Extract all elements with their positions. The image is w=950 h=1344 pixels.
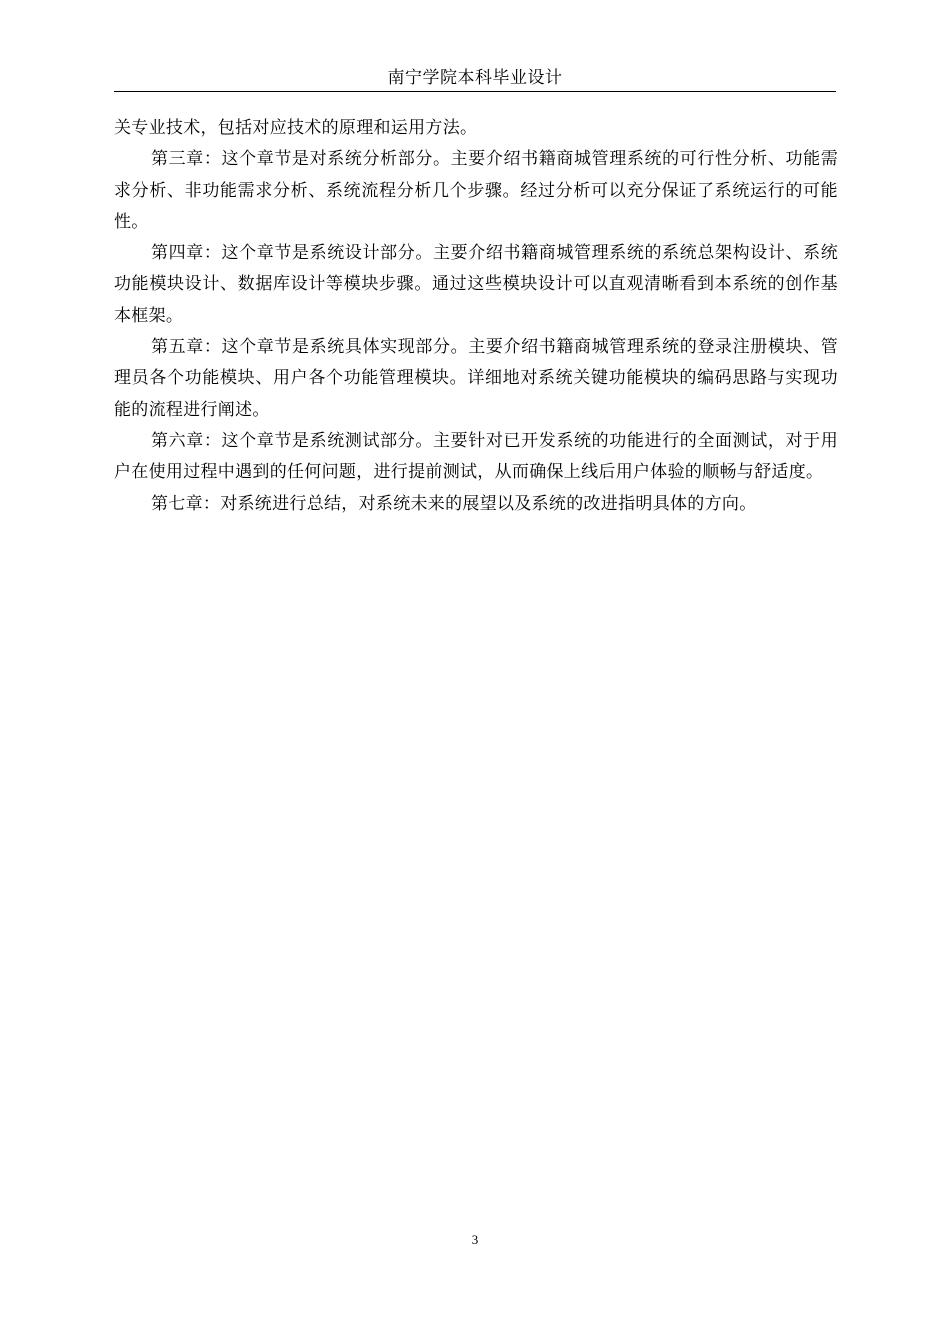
paragraph-chapter-5: 第五章：这个章节是系统具体实现部分。主要介绍书籍商城管理系统的登录注册模块、管理员各个功能模块、用户各个功能管理模块。详细地对系统关键功能模块的编码思路与实现功能的流程进行阐述。 [114, 337, 838, 420]
paragraph-chapter-7: 第七章：对系统进行总结，对系统未来的展望以及系统的改进指明具体的方向。 [151, 493, 757, 514]
header-divider [114, 91, 836, 92]
paragraph-chapter-6: 第六章：这个章节是系统测试部分。主要针对已开发系统的功能进行的全面测试，对于用户在使用过程中遇到的任何问题，进行提前测试，从而确保上线后用户体验的顺畅与舒适度。 [114, 430, 838, 483]
paragraph-chapter-4: 第四章：这个章节是系统设计部分。主要介绍书籍商城管理系统的系统总架构设计、系统功能模块设计、数据库设计等模块步骤。通过这些模块设计可以直观清晰看到本系统的创作基本框架。 [114, 243, 838, 326]
page-number: 3 [471, 1232, 479, 1247]
paragraph-continuation: 关专业技术，包括对应技术的原理和运用方法。 [114, 118, 478, 138]
running-header-title: 南宁学院本科毕业设计 [387, 68, 563, 88]
body-text [114, 113, 838, 520]
paragraph-chapter-3: 第三章：这个章节是对系统分析部分。主要介绍书籍商城管理系统的可行性分析、功能需求分析、非功能需求分析、系统流程分析几个步骤。经过分析可以充分保证了系统运行的可能性。 [114, 149, 838, 232]
